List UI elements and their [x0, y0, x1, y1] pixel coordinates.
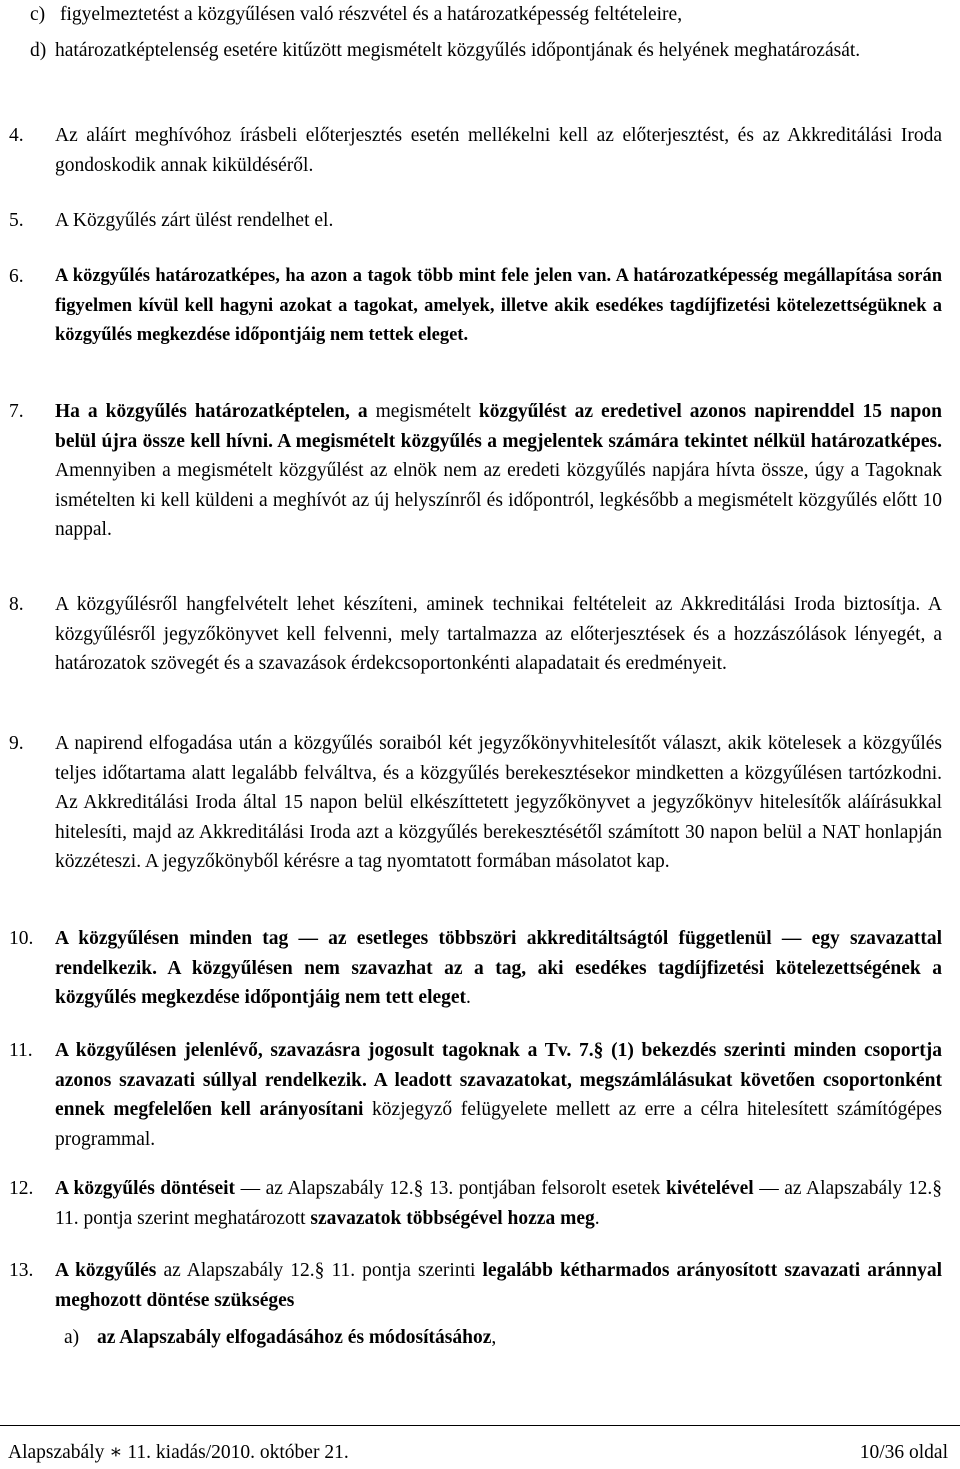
- item-text-bold: A közgyűlésen minden tag — az esetleges többszöri akkreditáltságtól függetlenül — egy szavazattal rendelkezik. A közgyűlésen nem szavazhat az a tag, aki esedékes tagdíjfizetési kötelezettségének a közgyűlés megkezdése időpontjáig nem tett eleget: [55, 928, 942, 1008]
- item-number: 8.: [9, 594, 24, 615]
- item-text-bold: A közgyűlésen jelenlévő, szavazásra jogosult tagoknak a Tv. 7.§ (1) bekezdés szerinti minden csoportja azonos szavazati súllyal rendelkezik. A leadott szavazatokat, megszámlálásukat követően csoportonként ennek megfelelően kell arányosítani: [55, 1040, 942, 1120]
- item-number: 12.: [9, 1178, 34, 1199]
- item-number: 9.: [9, 733, 24, 754]
- item-text-bold: közgyűlést az eredetivel azonos napirenddel 15 napon belül újra össze kell hívni. A megismételt közgyűlés a megjelentek számára tekintet nélkül határozatképes.: [55, 401, 942, 452]
- item-text: [55, 397, 942, 545]
- item-text-plain: .: [466, 987, 471, 1008]
- item-text: [55, 1174, 942, 1233]
- item-number: 11.: [9, 1040, 33, 1061]
- item-label: c): [30, 4, 46, 25]
- item-number: 4.: [9, 125, 24, 146]
- item-text: [55, 1036, 942, 1154]
- item-text-bold: A közgyűlés: [55, 1260, 157, 1281]
- item-text: figyelmeztetést a közgyűlésen való részvétel és a határozatképesség feltételeire,: [60, 4, 683, 25]
- item-text-bold: A közgyűlés határozatképes, ha azon a tagok több mint fele jelen van. A határozatképesség megállapítása során figyelmen kívül kell hagyni azokat a tagokat, amelyek, illetve akik esedékes tagdíjfizetési kötelezettségüknek a közgyűlés megkezdése időpontjáig nem tettek eleget.: [55, 266, 942, 345]
- item-label: d): [30, 40, 47, 61]
- item-number: 10.: [9, 928, 34, 949]
- item-text-plain: — az Alapszabály 12.§ 11. pontja szerint meghatározott: [55, 1178, 943, 1229]
- item-text: határozatképtelenség esetére kitűzött megismételt közgyűlés időpontjának és helyének meghatározását.: [55, 40, 861, 61]
- item-text-plain: — az Alapszabály 12.§ 13. pontjában felsorolt esetek: [240, 1178, 661, 1199]
- item-number: 13.: [9, 1260, 34, 1281]
- item-text: A napirend elfogadása után a közgyűlés soraiból két jegyzőkönyvhitelesítőt választ, akik kötelesek a közgyűlés teljes időtartama alatt legalább felváltva, és a közgyűlés berekesztésekor mindketten a közgyűlésen tartózkodni. Az Akkreditálási Iroda által 15 napon belül elkészíttetett jegyzőkönyvet a jegyzőkönyv hitelesítők aláírásukkal hitelesíti, majd az Akkreditálási Iroda azt a közgyűlés berekesztésétől számított 30 napon belül a NAT honlapján közzéteszi. A jegyzőkönyből kérésre a tag nyomtatott formában másolatot kap.: [55, 733, 942, 872]
- item-text: A közgyűlésről hangfelvételt lehet készíteni, aminek technikai feltételeit az Akkreditálási Iroda biztosítja. A közgyűlésről jegyzőkönyvet kell felvenni, mely tartalmazza az előterjesztések és a hozzászólások lényegét, a határozatok szövegét és a szavazások érdekcsoportonkénti alapadatait és eredményeit.: [55, 594, 942, 674]
- footer-document-info: Alapszabály ∗ 11. kiadás/2010. október 21.: [8, 1442, 349, 1463]
- item-text-plain: Amennyiben a megismételt közgyűlést az elnök nem az eredeti közgyűlés napjára hívta össze, úgy a Tagoknak ismételten ki kell küldeni a meghívót az új helyszínről és időpontról, legkésőbb a megismételt közgyűlés előtt 10 nappal.: [55, 460, 942, 540]
- item-text-bold: az Alapszabály elfogadásához és módosításához: [97, 1327, 492, 1348]
- item-text: Az aláírt meghívóhoz írásbeli előterjesztés esetén mellékelni kell az előterjesztést, és az Akkreditálási Iroda gondoskodik annak kiküldéséről.: [55, 125, 942, 176]
- footer-page-number: 10/36 oldal: [859, 1442, 948, 1463]
- item-text: A Közgyűlés zárt ülést rendelhet el.: [55, 210, 334, 231]
- footer-divider: [0, 1425, 960, 1426]
- item-text-plain: megismételt: [375, 401, 471, 422]
- item-text-plain: ,: [491, 1327, 497, 1348]
- item-text: [55, 1256, 942, 1315]
- item-text-bold: legalább kétharmados arányosított szavazati aránnyal meghozott döntése szükséges: [55, 1260, 943, 1311]
- item-label: a): [64, 1327, 80, 1348]
- item-text-bold: Ha a közgyűlés határozatképtelen, a: [55, 401, 368, 422]
- item-text-bold: szavazatok többségével hozza meg: [310, 1207, 595, 1229]
- item-text-bold: A közgyűlés döntéseit: [55, 1178, 236, 1199]
- item-text: [55, 924, 942, 1013]
- item-text-plain: közjegyző felügyelete mellett az erre a célra hitelesített számítógépes programmal.: [55, 1099, 942, 1150]
- item-number: 7.: [9, 401, 24, 422]
- item-number: 5.: [9, 210, 24, 231]
- item-text-plain: az Alapszabály 12.§ 11. pontja szerinti: [163, 1260, 476, 1281]
- item-text-bold: kivételével: [665, 1178, 754, 1199]
- item-text-plain: .: [594, 1207, 600, 1229]
- item-number: 6.: [9, 266, 24, 287]
- item-text: [97, 1323, 942, 1353]
